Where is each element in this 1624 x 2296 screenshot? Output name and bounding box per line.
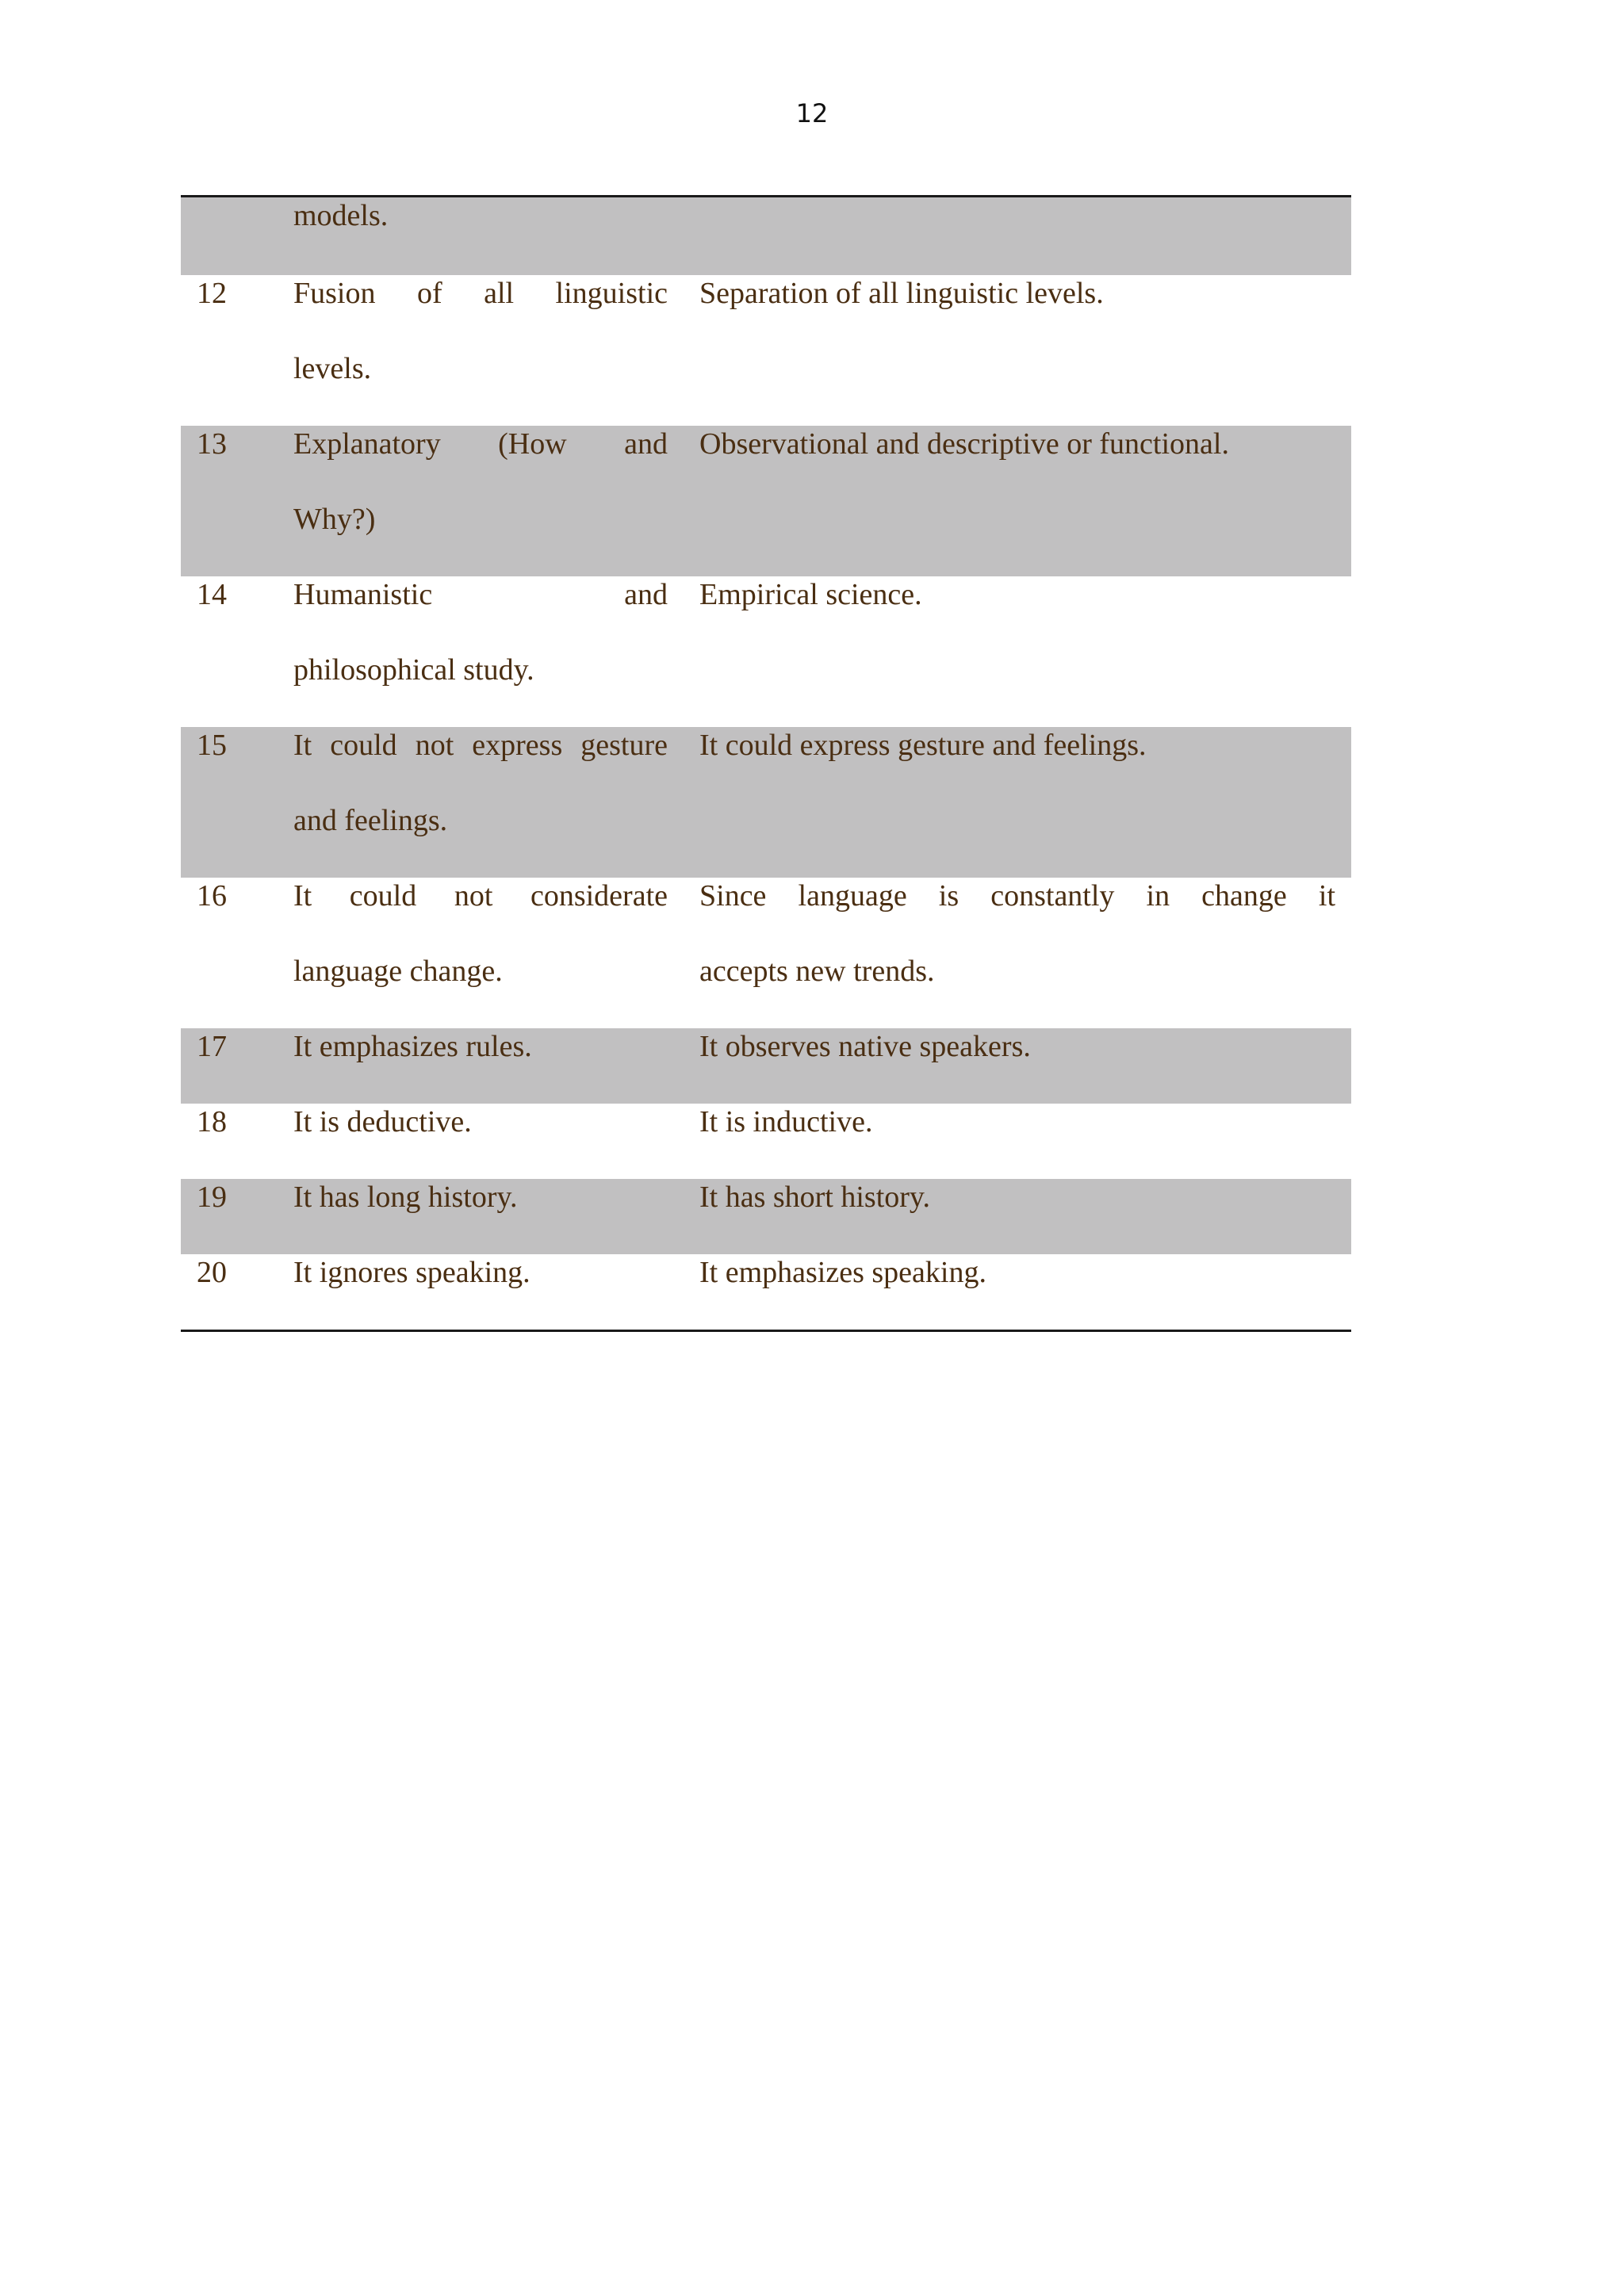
column-a-cell [293, 407, 699, 576]
row-number: 13 [197, 427, 227, 461]
table-row [181, 426, 1351, 576]
comparison-table [181, 195, 1351, 1332]
cell-text: Since language is constantly in change it [699, 879, 1335, 913]
cell-text: Why?) [293, 503, 376, 536]
cell-text: It is deductive. [293, 1105, 472, 1138]
cell-text: Fusion of all linguistic [293, 277, 668, 310]
column-a-cell [293, 708, 699, 878]
table-row [181, 878, 1351, 1028]
cell-text: Separation of all linguistic levels. [699, 277, 1104, 310]
row-number: 16 [197, 879, 227, 913]
row-number-cell [181, 557, 293, 727]
column-a-cell [293, 557, 699, 727]
cell-text: and feelings. [293, 804, 448, 837]
cell-text: It has long history. [293, 1181, 518, 1214]
column-b-cell [699, 256, 1351, 426]
column-b-cell [699, 407, 1351, 576]
table-row [181, 1254, 1351, 1330]
cell-text: It has short history. [699, 1181, 930, 1214]
cell-text: philosophical study. [293, 653, 534, 687]
cell-text: language change. [293, 955, 503, 988]
row-number-cell [181, 407, 293, 576]
row-number-cell [181, 1235, 293, 1330]
column-b-cell [699, 557, 1351, 727]
page-number: 12 [795, 98, 829, 128]
cell-text: It is inductive. [699, 1105, 873, 1138]
row-number-cell [181, 708, 293, 878]
row-number: 19 [197, 1181, 227, 1214]
column-a-cell [293, 256, 699, 426]
table-row [181, 576, 1351, 727]
row-number-cell [181, 859, 293, 1028]
cell-text: Empirical science. [699, 578, 922, 611]
row-number: 20 [197, 1256, 227, 1289]
row-number: 17 [197, 1030, 227, 1063]
row-number: 15 [197, 729, 227, 762]
column-b-cell [699, 1235, 1351, 1330]
column-a-cell [293, 1235, 699, 1330]
cell-text: It could not express gesture [293, 729, 668, 762]
cell-text: Humanistic and [293, 578, 668, 611]
table-row [181, 275, 1351, 426]
row-number: 14 [197, 578, 227, 611]
column-a-cell [293, 859, 699, 1028]
cell-text: It observes native speakers. [699, 1030, 1031, 1063]
column-b-cell [699, 859, 1351, 1028]
cell-text: It could not considerate [293, 879, 668, 913]
cell-text: It ignores speaking. [293, 1256, 530, 1289]
cell-text: Observational and descriptive or functional. [699, 427, 1229, 461]
cell-text: It emphasizes rules. [293, 1030, 532, 1063]
cell-text: Explanatory (How and [293, 427, 668, 461]
cell-text: accepts new trends. [699, 955, 935, 988]
row-number: 12 [197, 277, 227, 310]
table-row [181, 727, 1351, 878]
cell-text: It could express gesture and feelings. [699, 729, 1147, 762]
cell-text: levels. [293, 352, 372, 385]
row-number: 18 [197, 1105, 227, 1138]
cell-text: It emphasizes speaking. [699, 1256, 986, 1289]
row-number-cell [181, 256, 293, 426]
column-b-cell [699, 708, 1351, 878]
cell-text: models. [293, 199, 389, 232]
